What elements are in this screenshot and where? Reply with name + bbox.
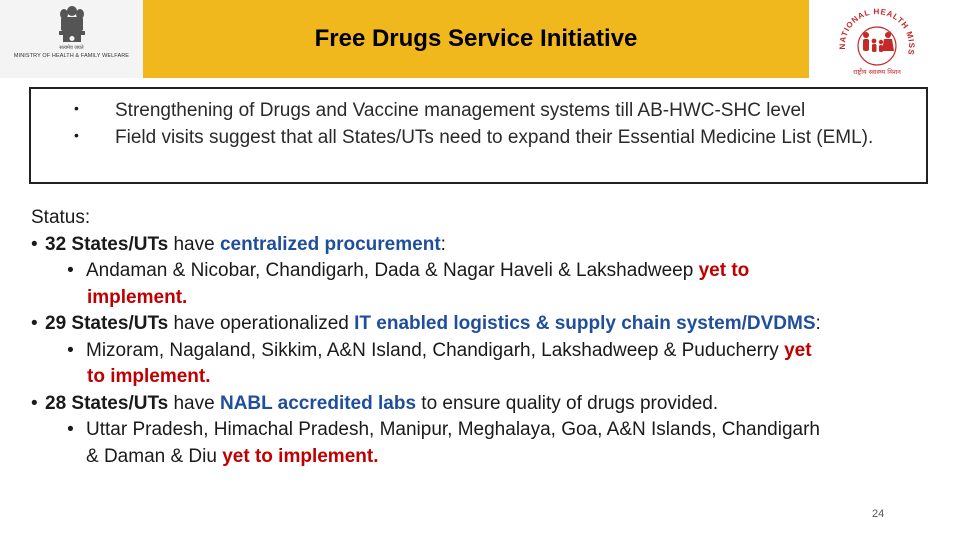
status-count: 32 States/UTs bbox=[45, 233, 169, 255]
bullet-icon: • bbox=[31, 233, 38, 255]
title-bar bbox=[143, 0, 809, 78]
status-subitem-3 bbox=[31, 417, 941, 444]
status-text: have bbox=[168, 392, 220, 414]
key-point-2: Field visits suggest that all States/UTs need to expand their Essential Medicine List (EML). bbox=[115, 127, 874, 148]
bullet-icon: • bbox=[67, 339, 74, 361]
status-heading: Status: bbox=[31, 207, 91, 228]
status-subtext: Andaman & Nicobar, Chandigarh, Dada & Nagar Haveli & Lakshadweep bbox=[86, 260, 699, 281]
bullet-icon: • bbox=[74, 127, 79, 143]
status-item-1 bbox=[31, 232, 941, 259]
status-text: have bbox=[168, 233, 220, 255]
key-points-box bbox=[29, 87, 928, 184]
page-title: Free Drugs Service Initiative bbox=[314, 25, 638, 52]
status-highlight: NABL accredited labs bbox=[219, 392, 417, 414]
national-emblem-icon bbox=[55, 4, 89, 44]
status-highlight: IT enabled logistics & supply chain system/DVDMS bbox=[354, 313, 816, 334]
status-subitem-2 bbox=[31, 338, 941, 365]
status-pending: implement. bbox=[87, 286, 188, 308]
nhm-hindi-text: राष्ट्रीय स्वास्थ्य मिशन bbox=[853, 68, 901, 76]
status-subtext: Uttar Pradesh, Himachal Pradesh, Manipur, Meghalaya, Goa, A&N Islands, Chandigarh bbox=[86, 419, 820, 440]
status-subitem-1-cont bbox=[31, 285, 941, 312]
key-point-1: Strengthening of Drugs and Vaccine management systems till AB-HWC-SHC level bbox=[115, 100, 806, 121]
page-number: 24 bbox=[872, 508, 885, 520]
nhm-emblem-icon bbox=[836, 8, 918, 76]
status-item-2 bbox=[31, 311, 941, 338]
status-count: 28 States/UTs bbox=[45, 392, 169, 414]
status-text: have operationalized bbox=[168, 313, 355, 334]
status-subtext: Mizoram, Nagaland, Sikkim, A&N Island, Chandigarh, Lakshadweep & Puducherry bbox=[86, 339, 785, 361]
status-text: : bbox=[440, 233, 446, 255]
nhm-logo bbox=[836, 8, 918, 76]
status-pending: yet bbox=[784, 339, 812, 361]
status-subitem-1 bbox=[31, 258, 941, 285]
status-section bbox=[31, 205, 941, 470]
ministry-hindi-text: सत्यमेव जयते bbox=[59, 45, 84, 51]
status-pending: yet to bbox=[698, 260, 750, 281]
bullet-icon: • bbox=[74, 100, 79, 116]
status-pending: to implement. bbox=[87, 366, 211, 387]
bullet-icon: • bbox=[31, 392, 38, 414]
nhm-arc-text: NATIONAL HEALTH MISS bbox=[837, 8, 917, 57]
status-count: 29 States/UTs bbox=[45, 313, 169, 334]
status-subitem-2-cont bbox=[31, 364, 941, 391]
status-subtext: & Daman & Diu bbox=[86, 445, 223, 467]
ministry-name: MINISTRY OF HEALTH & FAMILY WELFARE bbox=[13, 53, 130, 59]
status-subitem-3-cont bbox=[31, 444, 941, 471]
status-highlight: centralized procurement bbox=[219, 233, 441, 255]
bullet-icon: • bbox=[67, 419, 74, 440]
status-pending: yet to implement. bbox=[222, 445, 379, 467]
status-text: to ensure quality of drugs provided. bbox=[416, 392, 719, 414]
status-item-3 bbox=[31, 391, 941, 418]
bullet-icon: • bbox=[67, 260, 74, 281]
status-text: : bbox=[815, 313, 821, 334]
ministry-logo bbox=[0, 0, 143, 78]
bullet-icon: • bbox=[31, 313, 38, 334]
